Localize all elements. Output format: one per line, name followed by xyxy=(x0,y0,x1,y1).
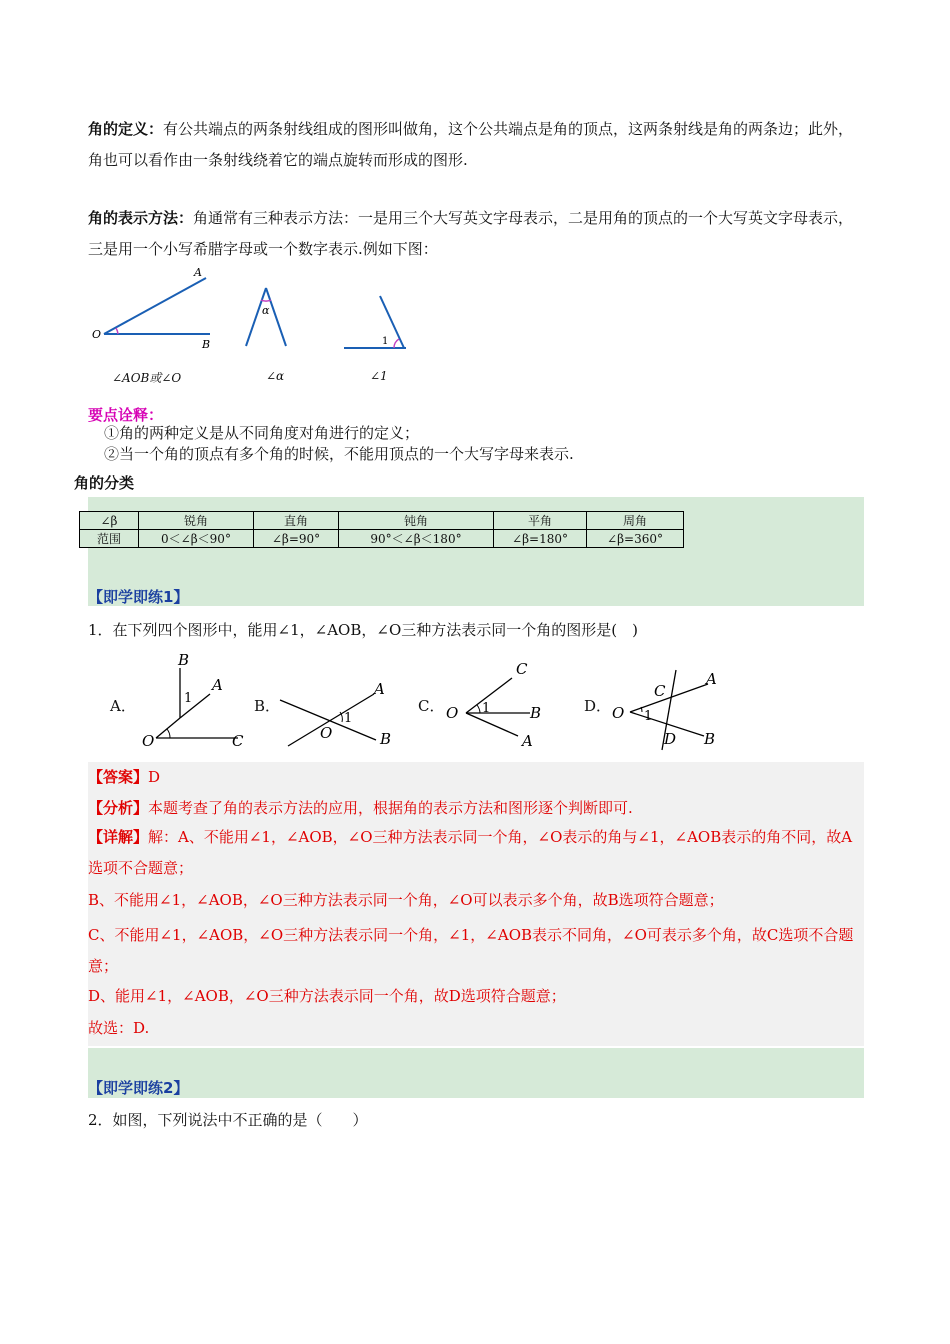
svg-text:O: O xyxy=(142,732,155,750)
svg-text:B: B xyxy=(178,651,190,669)
key-points-title: 要点诠释： xyxy=(88,406,164,424)
table-cell: 范围 xyxy=(80,530,139,548)
detail-line-d: D、能用∠1，∠AOB，∠O三种方法表示同一个角，故D选项符合题意； xyxy=(88,987,566,1005)
option-b-label: B． xyxy=(254,697,281,715)
answer-label: 【答案】 xyxy=(88,768,149,786)
svg-text:1: 1 xyxy=(344,711,353,726)
svg-text:A: A xyxy=(212,676,223,694)
table-cell: 锐角 xyxy=(139,512,254,530)
svg-text:1: 1 xyxy=(482,701,491,716)
definition-title: 角的定义： xyxy=(88,120,164,138)
svg-text:C: C xyxy=(516,660,528,678)
detail-line-c: C、不能用∠1，∠AOB，∠O三种方法表示同一个角，∠1，∠AOB表示不同角，∠O可表示多个角，故C选项不合题意； xyxy=(88,926,854,975)
answer-value: D xyxy=(148,768,161,786)
fig-caption-alpha: ∠α xyxy=(266,369,285,383)
svg-text:B: B xyxy=(704,730,716,748)
detail-line-b: B、不能用∠1，∠AOB，∠O三种方法表示同一个角，∠O可以表示多个角，故B选项符合题意； xyxy=(88,891,724,909)
svg-text:A: A xyxy=(194,266,202,279)
notation-text: 角通常有三种表示方法：一是用三个大写英文字母表示，二是用角的顶点的一个大写英文字母表示，三是用一个小写希腊字母或一个数字表示.例如下图： xyxy=(88,209,854,258)
classification-table xyxy=(79,511,684,548)
definition-paragraph xyxy=(88,114,868,176)
table-cell: ∠β xyxy=(80,512,139,530)
table-cell: ∠β=180° xyxy=(494,530,587,548)
analysis-text: 本题考查了角的表示方法的应用，根据角的表示方法和图形逐个判断即可. xyxy=(148,799,633,817)
svg-text:1: 1 xyxy=(184,691,193,706)
svg-text:B: B xyxy=(530,704,542,722)
svg-text:B: B xyxy=(380,730,392,748)
option-c-label: C． xyxy=(418,697,445,715)
table-cell: 直角 xyxy=(254,512,339,530)
table-cell: 0＜∠β＜90° xyxy=(139,530,254,548)
svg-text:1: 1 xyxy=(382,336,389,347)
practice1-tag: 【即学即练1】 xyxy=(88,588,189,606)
svg-text:A: A xyxy=(374,680,385,698)
classification-title: 角的分类 xyxy=(74,474,135,492)
svg-text:O: O xyxy=(92,328,102,341)
svg-text:B: B xyxy=(202,338,211,351)
analysis-label: 【分析】 xyxy=(88,799,149,817)
detail-line-conclusion: 故选：D. xyxy=(88,1019,150,1037)
definition-text: 有公共端点的两条射线组成的图形叫做角，这个公共端点是角的顶点，这两条射线是角的两条边；此外，角也可以看作由一条射线绕着它的端点旋转而形成的图形. xyxy=(88,120,854,169)
svg-text:A: A xyxy=(522,732,533,750)
practice2-tag: 【即学即练2】 xyxy=(88,1079,189,1097)
notation-title: 角的表示方法： xyxy=(88,209,194,227)
classification-range-row xyxy=(80,530,684,548)
svg-text:A: A xyxy=(706,670,717,688)
key-point-2: ②当一个角的顶点有多个角的时候，不能用顶点的一个大写字母来表示. xyxy=(104,445,574,463)
svg-text:C: C xyxy=(232,732,244,750)
detail-line-a: 解：A、不能用∠1，∠AOB，∠O三种方法表示同一个角，∠O表示的角与∠1，∠AOB表示的角不同，故A选项不合题意； xyxy=(88,828,853,877)
table-cell: 90°＜∠β＜180° xyxy=(339,530,494,548)
option-a-label: A． xyxy=(110,697,136,715)
fig-caption-one: ∠1 xyxy=(370,369,388,383)
classification-header-row xyxy=(80,512,684,530)
practice1-figures xyxy=(130,650,750,755)
practice2-question: 2．如图，下列说法中不正确的是（ ） xyxy=(88,1111,368,1129)
svg-text:D: D xyxy=(664,730,677,748)
svg-text:O: O xyxy=(320,724,333,742)
detail-paragraph-a xyxy=(88,822,864,884)
key-point-1: ①角的两种定义是从不同角度对角进行的定义； xyxy=(104,424,420,442)
table-cell: 平角 xyxy=(494,512,587,530)
svg-text:O: O xyxy=(446,704,459,722)
analysis-line xyxy=(88,797,633,818)
detail-label: 【详解】 xyxy=(88,828,149,846)
option-d-label: D． xyxy=(584,697,612,715)
notation-paragraph xyxy=(88,203,868,265)
svg-text:O: O xyxy=(612,704,625,722)
practice2-box xyxy=(88,1048,864,1098)
svg-text:α: α xyxy=(262,304,270,317)
table-cell: ∠β=360° xyxy=(587,530,684,548)
svg-text:C: C xyxy=(654,682,666,700)
practice1-question: 1．在下列四个图形中，能用∠1，∠AOB，∠O三种方法表示同一个角的图形是( ) xyxy=(88,621,638,639)
table-cell: 钝角 xyxy=(339,512,494,530)
table-cell: 周角 xyxy=(587,512,684,530)
svg-text:1: 1 xyxy=(644,709,653,724)
answer-line xyxy=(88,766,160,787)
table-cell: ∠β=90° xyxy=(254,530,339,548)
fig-caption-aob: ∠AOB或∠O xyxy=(112,371,182,385)
